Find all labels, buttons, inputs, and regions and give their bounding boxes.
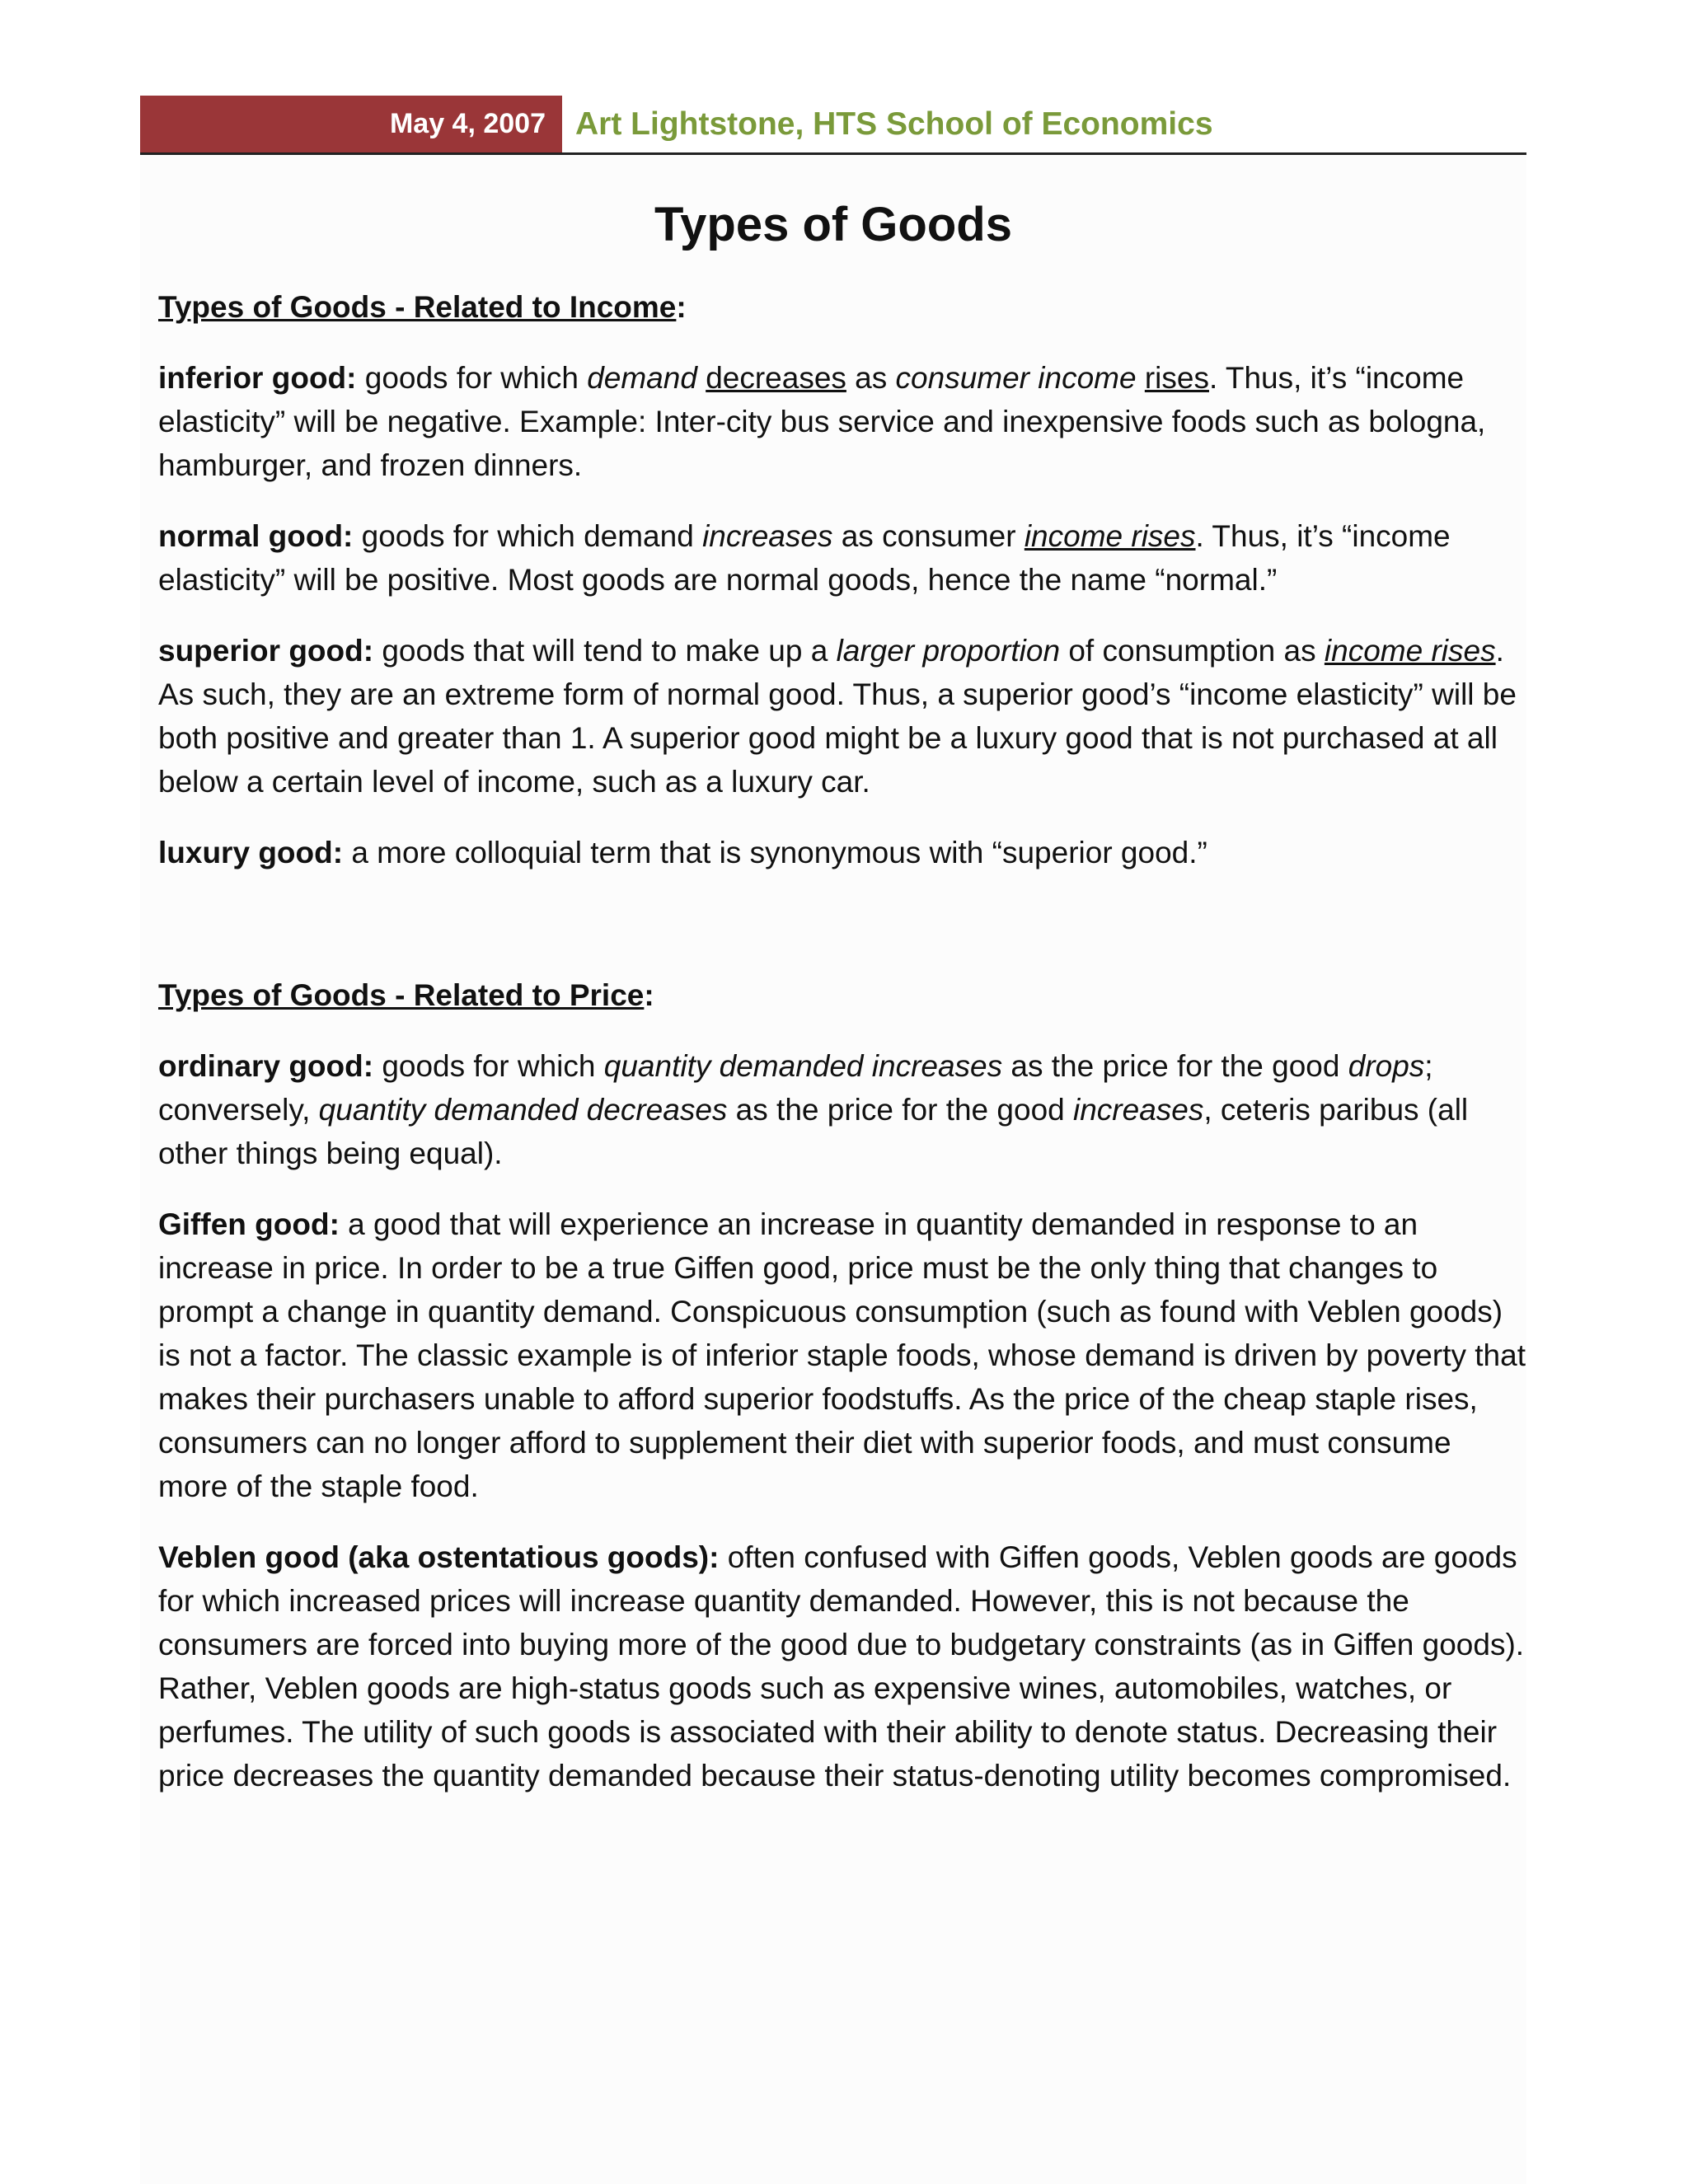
definition-text: . As such, they are an extreme form of normal good. Thus, a superior good’s “income elasticity” will be both positive and greater than 1. A superior good might be a luxury good that is not purchased at all below a certain level of income, such as a luxury car. [158,634,1517,799]
definition-text [697,361,706,395]
section-heading-income [158,285,1526,329]
definition-text: goods for which [373,1049,604,1083]
emphasis-underlined-text: income rises [1024,519,1196,553]
term-inferior-good: inferior good: [158,361,357,395]
definition-text: goods for which [356,361,588,395]
emphasis-text: increases [1073,1093,1204,1127]
header-date: May 4, 2007 [140,96,562,152]
term-normal-good: normal good: [158,519,354,553]
definition-giffen-good [158,1202,1526,1508]
definition-ordinary-good [158,1044,1526,1175]
definition-text: as consumer [832,519,1025,553]
document-body [158,285,1526,1797]
definition-luxury-good [158,831,1526,874]
header-author: Art Lightstone, HTS School of Economics [575,106,1213,142]
emphasis-text: quantity demanded increases [603,1049,1003,1083]
term-superior-good: superior good: [158,634,374,668]
section-heading-price-colon: : [644,978,654,1012]
definition-text: ; conversely, [158,1049,1433,1127]
term-ordinary-good: ordinary good: [158,1049,374,1083]
page-title: Types of Goods [654,198,1012,251]
definition-normal-good [158,514,1526,602]
term-luxury-good: luxury good: [158,836,344,869]
definition-veblen-good [158,1535,1526,1797]
underlined-text: rises [1144,361,1209,395]
definition-text: of consumption as [1060,634,1325,668]
emphasis-text: quantity demanded decreases [318,1093,728,1127]
definition-text: . Thus, it’s “income elasticity” will be positive. Most goods are normal goods, hence the name “normal.” [158,519,1451,597]
definition-text: . Thus, it’s “income elasticity” will be negative. Example: Inter-city bus service and inexpensive foods such as bologna, hamburger, and frozen dinners. [158,361,1486,482]
section-heading-income-text: Types of Goods - Related to Income [158,290,677,324]
term-giffen-good: Giffen good: [158,1207,340,1241]
term-veblen-good: Veblen good (aka ostentatious goods): [158,1540,720,1574]
emphasis-text: increases [702,519,833,553]
definition-text: a good that will experience an increase in quantity demanded in response to an increase in price. In order to be a true Giffen good, price must be the only thing that changes to prompt a change in quantity demand. Conspicuous consumption (such as found with Veblen goods) is not a factor. The classic example is of inferior staple foods, whose demand is driven by poverty that makes their purchasers unable to afford superior foodstuffs. As the price of the cheap staple rises, consumers can no longer afford to supplement their diet with superior foods, and must consume more of the staple food. [158,1207,1526,1503]
emphasis-text: drops [1348,1049,1425,1083]
section-heading-price [158,973,1526,1017]
definition-text: , ceteris paribus (all other things being equal). [158,1093,1469,1170]
document-header [140,96,1526,155]
definition-text: as the price for the good [1002,1049,1348,1083]
underlined-text: decreases [706,361,846,395]
definition-text: a more colloquial term that is synonymous with “superior good.” [343,836,1207,869]
emphasis-text: larger proportion [836,634,1061,668]
definition-text: goods that will tend to make up a [373,634,837,668]
definition-text: goods for which demand [353,519,703,553]
section-heading-income-colon: : [676,290,687,324]
definition-text [1137,361,1145,395]
definition-superior-good [158,629,1526,804]
definition-text: as the price for the good [727,1093,1073,1127]
section-heading-price-text: Types of Goods - Related to Price [158,978,645,1012]
emphasis-underlined-text: income rises [1324,634,1496,668]
emphasis-text: demand [587,361,697,395]
definition-text: as [846,361,896,395]
definition-text: often confused with Giffen goods, Veblen goods are goods for which increased prices will increase quantity demanded. However, this is not because the consumers are forced into buying more of the good due to budgetary constraints (as in Giffen goods). Rather, Veblen goods are high-status goods such as expensive wines, automobiles, watches, or perfumes. The utility of such goods is associated with their ability to denote status. Decreasing their price decreases the quantity demanded because their status-denoting utility becomes compromised. [158,1540,1525,1793]
definition-inferior-good [158,356,1526,487]
emphasis-text: consumer income [895,361,1137,395]
